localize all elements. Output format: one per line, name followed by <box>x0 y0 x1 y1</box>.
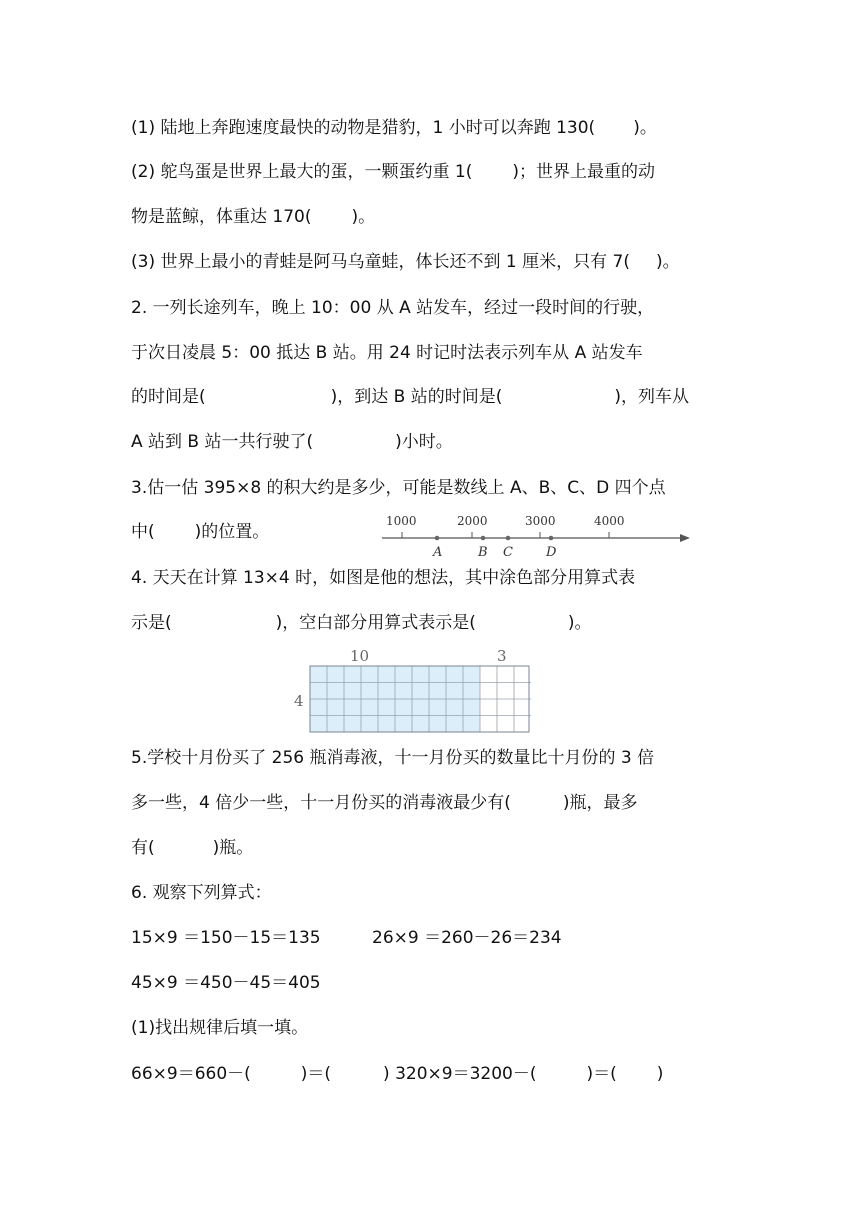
q4-line2: 示是( )，空白部分用算式表示是( )。 <box>131 613 592 633</box>
point-label-b: B <box>478 545 488 560</box>
point-d <box>549 536 554 541</box>
q6-fill: 66×9＝660－( )＝( ) 320×9＝3200－( )＝( ) <box>131 1064 664 1084</box>
tick-label-1000: 1000 <box>386 514 417 528</box>
q3-line1: 3.估一估 395×8 的积大约是多少，可能是数线上 A、B、C、D 四个点 <box>131 478 666 498</box>
q3-line2: 中( )的位置。 <box>131 522 270 542</box>
point-label-a: A <box>433 545 443 560</box>
q6-eq3: 45×9 ＝450－45＝405 <box>131 973 321 993</box>
q6-sub1: (1)找出规律后填一填。 <box>131 1018 309 1038</box>
q5-line3: 有( )瓶。 <box>131 838 254 858</box>
point-a <box>435 536 440 541</box>
q1-sub3: (3) 世界上最小的青蛙是阿马乌童蛙，体长还不到 1 厘米，只有 7( )。 <box>131 252 680 272</box>
point-c <box>506 536 511 541</box>
point-b <box>481 536 486 541</box>
q1-sub1: (1) 陆地上奔跑速度最快的动物是猎豹，1 小时可以奔跑 130( )。 <box>131 118 657 138</box>
q5-line2: 多一些，4 倍少一些，十一月份买的消毒液最少有( )瓶，最多 <box>131 793 638 813</box>
q4-line1: 4. 天天在计算 13×4 时，如图是他的想法，其中涂色部分用算式表 <box>131 568 636 588</box>
q5-line1: 5.学校十月份买了 256 瓶消毒液，十一月份买的数量比十月份的 3 倍 <box>131 748 655 768</box>
q6-eq2: 26×9 ＝260－26＝234 <box>372 928 562 948</box>
q6-eq1: 15×9 ＝150－15＝135 <box>131 928 321 948</box>
q6-line1: 6. 观察下列算式： <box>131 883 272 903</box>
grid-label-top-right: 3 <box>497 647 507 665</box>
q2-line1: 2. 一列长途列车，晚上 10：00 从 A 站发车，经过一段时间的行驶， <box>131 298 655 318</box>
tick-label-2000: 2000 <box>457 514 488 528</box>
q2-line4: A 站到 B 站一共行驶了( )小时。 <box>131 432 453 452</box>
q2-line3: 的时间是( )，到达 B 站的时间是( )，列车从 <box>131 387 690 407</box>
grid-label-side: 4 <box>294 692 304 710</box>
point-label-c: C <box>503 545 513 560</box>
grid-label-top-left: 10 <box>350 647 370 665</box>
tick-label-3000: 3000 <box>525 514 556 528</box>
q1-sub2: (2) 鸵鸟蛋是世界上最大的蛋，一颗蛋约重 1( )；世界上最重的动 <box>131 162 655 182</box>
axis-arrow <box>680 534 690 542</box>
tick-label-4000: 4000 <box>594 514 625 528</box>
number-line <box>380 508 692 562</box>
q1-sub2-cont: 物是蓝鲸，体重达 170( )。 <box>131 207 376 227</box>
q2-line2: 于次日凌晨 5：00 抵达 B 站。用 24 时记时法表示列车从 A 站发车 <box>131 343 643 363</box>
grid-figure <box>290 646 535 736</box>
point-label-d: D <box>546 545 557 560</box>
